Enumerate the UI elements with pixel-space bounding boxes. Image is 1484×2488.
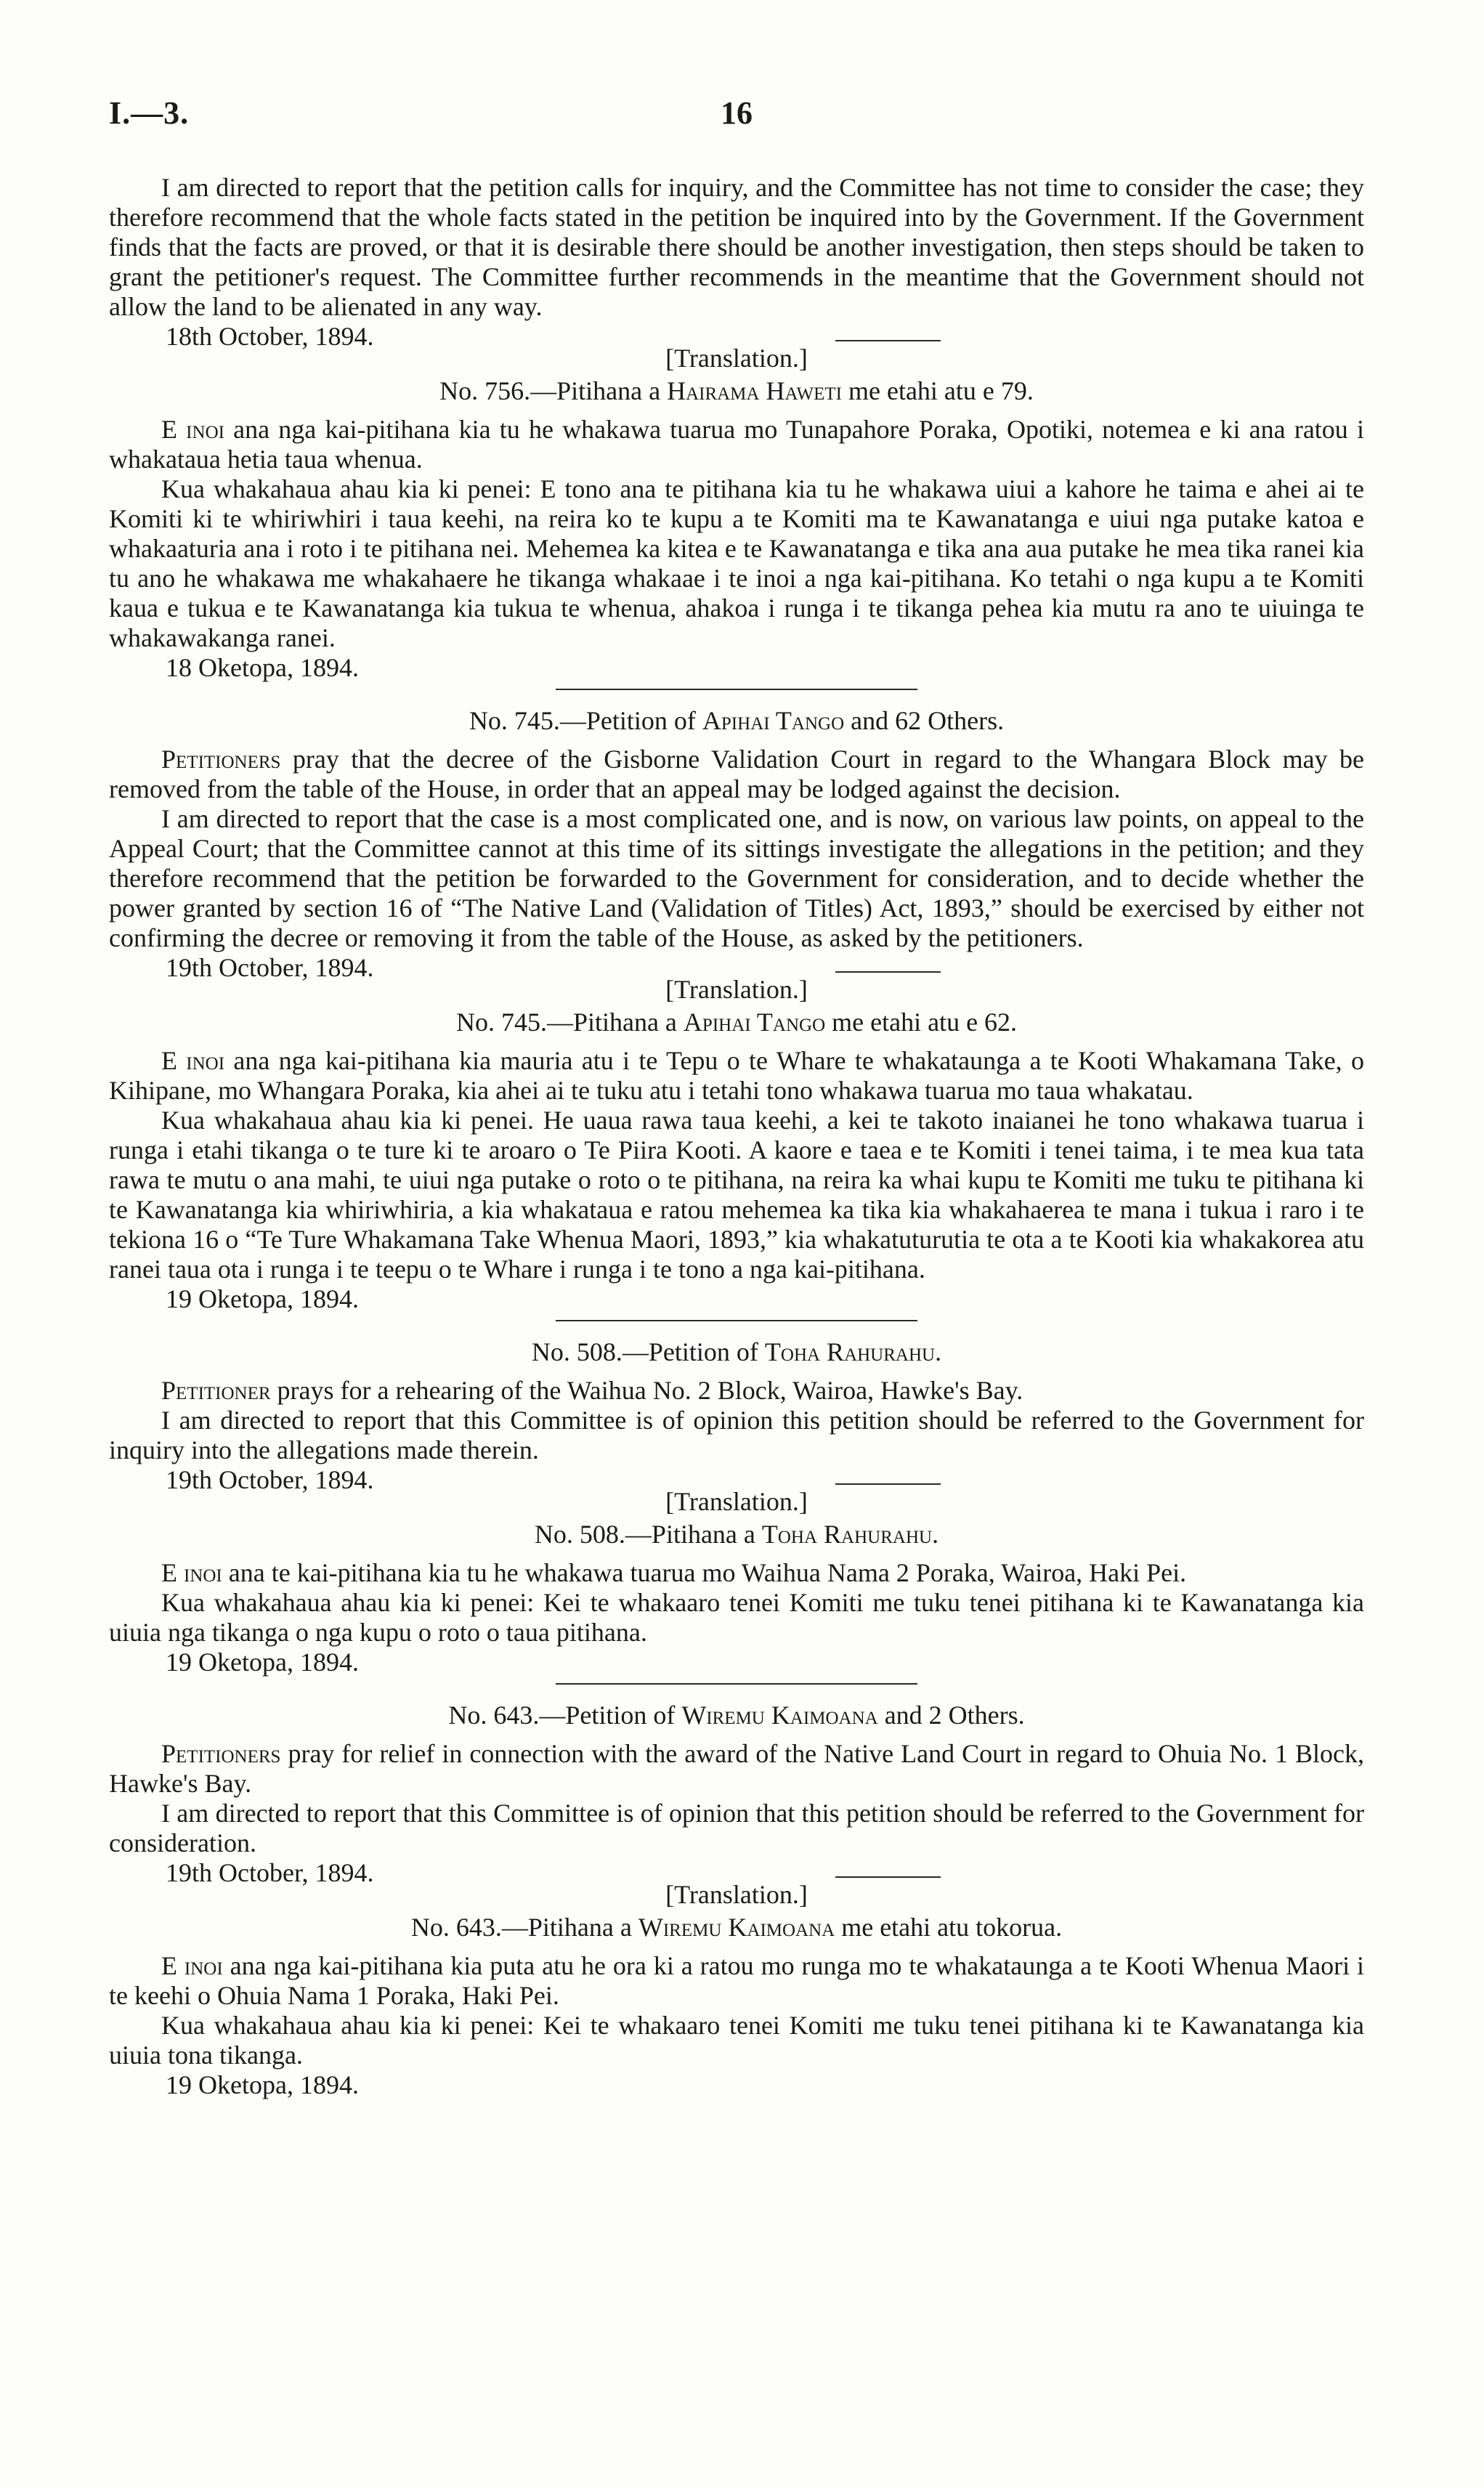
title-suffix: . <box>932 1520 939 1549</box>
petitioner-name: Wiremu Kaimoana <box>638 1913 835 1942</box>
prayer-text: pray for relief in connection with the award of the Native Land Court in regard to Ohuia No. 1 Block, Hawke's Bay. <box>109 1739 1364 1798</box>
short-rule <box>835 340 941 341</box>
report-paragraph: I am directed to report that this Committee is of opinion that this petition should be referred to the Government for consideration. <box>109 1799 1364 1857</box>
petitioner-name: Apihai Tango <box>683 1008 826 1037</box>
prayer-text: ana nga kai-pitihana kia puta atu he ora ki a ratou mo runga mo te whakataunga a te Kooti Whenua Maori i te keehi o Ohuia Nama 1 Poraka, Haki Pei. <box>109 1951 1365 2010</box>
short-rule <box>835 971 941 973</box>
prayer-text: prays for a rehearing of the Waihua No. 2 Block, Wairoa, Hawke's Bay. <box>270 1376 1023 1405</box>
short-rule <box>835 1483 941 1485</box>
petition-745-english <box>109 706 1364 1005</box>
prayer-lead: E inoi <box>161 1046 225 1075</box>
prayer-text: ana te kai-pitihana kia tu he whakawa tuarua mo Waihua Nama 2 Poraka, Wairoa, Haki Pei. <box>222 1558 1187 1587</box>
title-suffix: . <box>935 1337 942 1366</box>
translation-label: [Translation.] <box>665 344 808 373</box>
report-paragraph: I am directed to report that this Committee is of opinion this petition should be referred to the Government for inquiry into the allegations made therein. <box>109 1406 1364 1464</box>
petitioner-name: Wiremu Kaimoana <box>681 1701 878 1730</box>
petition-prayer <box>109 1558 1364 1588</box>
title-suffix: and 2 Others. <box>877 1701 1025 1730</box>
report-date: 19th October, 1894. <box>166 953 374 982</box>
prayer-text: pray that the decree of the Gisborne Validation Court in regard to the Whangara Block may be removed from the table of the House, in order that an appeal may be lodged against the decision. <box>109 745 1364 803</box>
section-divider <box>556 689 917 690</box>
petition-title <box>109 706 1364 736</box>
petition-prayer <box>109 415 1364 474</box>
title-suffix: me etahi atu tokorua. <box>835 1913 1063 1942</box>
petition-prayer <box>109 1951 1364 2011</box>
prayer-lead: E inoi <box>161 1951 223 1980</box>
title-suffix: and 62 Others. <box>844 706 1005 735</box>
petition-title <box>109 376 1364 406</box>
petitioner-name: Hairama Haweti <box>667 376 842 405</box>
report-date: 18th October, 1894. <box>166 322 374 351</box>
report-paragraph: Kua whakahaua ahau kia ki penei: Kei te whakaaro tenei Komiti me tuku tenei pitihana ki te Kawanatanga kia uiuia tona tikanga. <box>109 2011 1364 2070</box>
petition-745-maori <box>109 1008 1364 1321</box>
petition-title <box>109 1913 1364 1942</box>
opening-report-section <box>109 173 1364 373</box>
title-prefix: No. 508.—Petition of <box>531 1337 765 1366</box>
report-date: 19th October, 1894. <box>166 1858 374 1887</box>
report-paragraph: Kua whakahaua ahau kia ki penei: Kei te whakaaro tenei Komiti me tuku tenei pitihana ki te Kawanatanga kia uiuia nga tikanga o nga kupu o roto o taua pitihana. <box>109 1588 1364 1647</box>
petition-508-maori <box>109 1520 1364 1685</box>
title-suffix: me etahi atu e 79. <box>841 376 1034 405</box>
title-suffix: me etahi atu e 62. <box>825 1008 1018 1037</box>
translation-label: [Translation.] <box>665 1487 808 1516</box>
petition-643-english <box>109 1701 1364 1910</box>
report-paragraph: I am directed to report that the petition calls for inquiry, and the Committee has not time to consider the case; they therefore recommend that the whole facts stated in the petition be inquired into by the Government. If the Government finds that the facts are proved, or that it is desirable there should be another investigation, then steps should be taken to grant the petitioner's request. The Committee further recommends in the meantime that the Government should not allow the land to be alienated in any way. <box>109 173 1364 321</box>
petition-508-english <box>109 1337 1364 1517</box>
petitioner-name: Apihai Tango <box>702 706 845 735</box>
report-date: 19 Oketopa, 1894. <box>166 2070 359 2099</box>
report-date: 19th October, 1894. <box>166 1465 374 1494</box>
petitioner-name: Toha Rahurahu <box>764 1337 936 1366</box>
petition-prayer <box>109 1046 1364 1106</box>
prayer-lead: E inoi <box>161 415 224 444</box>
title-prefix: No. 745.—Pitihana a <box>455 1008 684 1037</box>
petitioner-name: Toha Rahurahu <box>761 1520 933 1549</box>
prayer-text: ana nga kai-pitihana kia mauria atu i te Tepu o te Whare te whakataunga a te Kooti Whakamana Take, o Kihipane, mo Whangara Poraka, kia ahei ai te tuku atu i tetahi tono whakawa tuarua mo taua whakatau. <box>109 1046 1364 1105</box>
report-date: 19 Oketopa, 1894. <box>166 1284 359 1313</box>
petition-756-maori <box>109 376 1364 690</box>
title-prefix: No. 643.—Pitihana a <box>410 1913 638 1942</box>
petition-prayer <box>109 1376 1364 1406</box>
petition-643-maori <box>109 1913 1364 2100</box>
petition-title <box>109 1520 1364 1549</box>
report-paragraph: Kua whakahaua ahau kia ki penei: E tono ana te pitihana kia tu he whakawa uiui a kahore he taima e ahei ai te Komiti ki te whiriwhiri i taua keehi, na reira ko te kupu a te Komiti ma te Kawanatanga e uiui nga putake katoa e whakaaturia ana i roto i te pitihana nei. Mehemea ka kitea e te Kawanatanga e tika ana aua putake he mea tika ranei kia tu ano he whakawa me whakahaere he tikanga whakaae i te inoi a nga kai-pitihana. Ko tetahi o nga kupu a te Komiti kaua e tukua e te Kawanatanga kia tukua te whenua, ahakoa i runga i te tikanga pehea kia mutu ra ano te uiuinga te whakawakanga ranei. <box>109 474 1364 652</box>
title-prefix: No. 756.—Pitihana a <box>439 376 668 405</box>
translation-label: [Translation.] <box>665 1880 808 1909</box>
title-prefix: No. 508.—Pitihana a <box>534 1520 762 1549</box>
prayer-lead: Petitioners <box>161 745 281 774</box>
report-date: 18 Oketopa, 1894. <box>166 653 359 682</box>
prayer-lead: E inoi <box>161 1558 222 1587</box>
petition-title <box>109 1701 1364 1730</box>
page-number: 16 <box>721 95 753 131</box>
page-header <box>109 95 1364 142</box>
title-prefix: No. 643.—Petition of <box>448 1701 682 1730</box>
report-paragraph: Kua whakahaua ahau kia ki penei. He uaua rawa taua keehi, a kei te takoto inaianei he tono whakawa tuarua i runga i etahi tikanga o te ture ki te aroaro o Te Piira Kooti. A kaore e taea e te Komiti i tenei taima, i te mea kua tata rawa te mutu o ana mahi, te uiui nga putake o roto o te pitihana, na reira ka whai kupu te Komiti me tuku te pitihana ki te Kawanatanga kia whiriwhiria, a kia whakataua e ratou mehemea ka tika kia whakahaerea te mana i tukua i raro i te tekiona 16 o “Te Ture Whakamana Take Whenua Maori, 1893,” kia whakatuturutia te ota a te Kooti kia whakakorea atu ranei taua ota i runga i te teepu o te Whare i runga i te tono a nga kai-pitihana. <box>109 1106 1364 1284</box>
paper-reference: I.—3. <box>109 95 190 131</box>
section-divider <box>556 1320 917 1321</box>
petition-prayer <box>109 1739 1364 1799</box>
report-date: 19 Oketopa, 1894. <box>166 1648 359 1677</box>
section-divider <box>556 1683 917 1685</box>
prayer-text: ana nga kai-pitihana kia tu he whakawa tuarua mo Tunapahore Poraka, Opotiki, notemea e ki ana ratou i whakataua hetia taua whenua. <box>109 415 1365 474</box>
prayer-lead: Petitioners <box>161 1739 281 1768</box>
prayer-lead: Petitioner <box>161 1376 271 1405</box>
report-paragraph: I am directed to report that the case is a most complicated one, and is now, on various law points, on appeal to the Appeal Court; that the Committee cannot at this time of its sittings investigate the allegations in the petition; and they therefore recommend that the petition be forwarded to the Government for consideration, and to decide whether the power granted by section 16 of “The Native Land (Validation of Titles) Act, 1893,” should be exercised by either not confirming the decree or removing it from the table of the House, as asked by the petitioners. <box>109 804 1364 952</box>
petition-title <box>109 1337 1364 1367</box>
document-body <box>109 173 1364 2100</box>
title-prefix: No. 745.—Petition of <box>469 706 702 735</box>
petition-prayer <box>109 745 1364 804</box>
petition-title <box>109 1008 1364 1037</box>
translation-label: [Translation.] <box>665 975 808 1004</box>
short-rule <box>835 1876 941 1878</box>
